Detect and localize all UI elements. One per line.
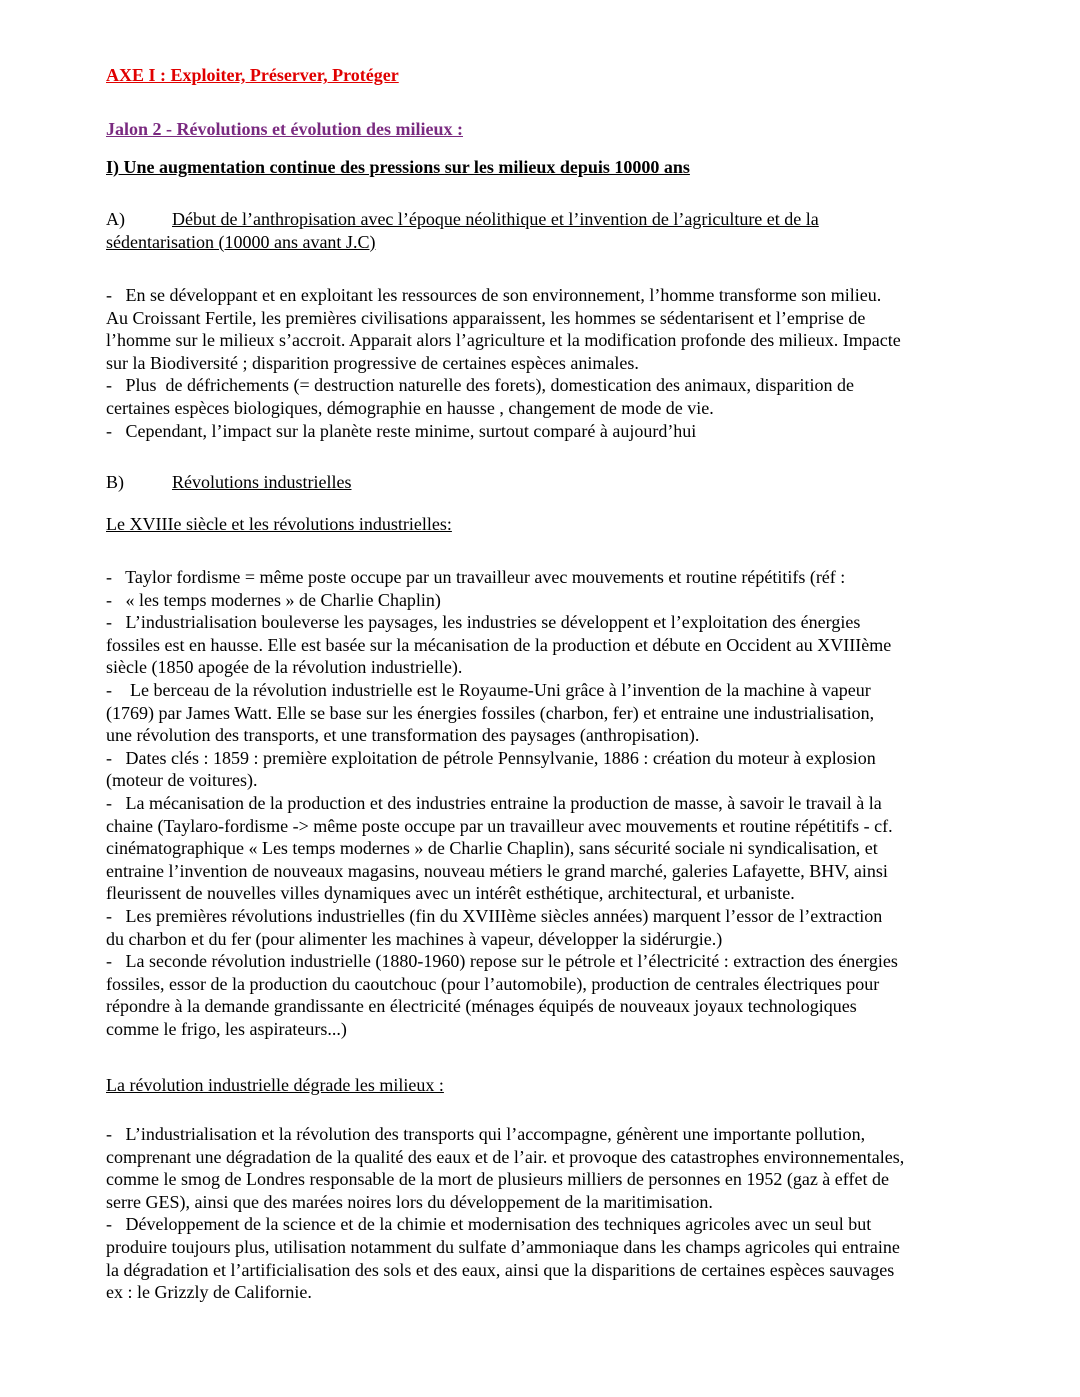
jalon-title: Jalon 2 - Révolutions et évolution des milieux : bbox=[106, 119, 464, 139]
section-b-heading bbox=[106, 471, 976, 494]
section-a-body bbox=[106, 284, 976, 442]
text-line: une révolution des transports, et une transformation des paysages (anthropisation). bbox=[106, 725, 700, 746]
text-line: - Taylor fordisme = même poste occupe par un travailleur avec mouvements et routine répétitifs (réf : bbox=[106, 567, 846, 587]
text-line: - La mécanisation de la production et des industries entraine la production de masse, à savoir le travail à la bbox=[106, 792, 882, 813]
section-b-letter: B) bbox=[106, 472, 124, 492]
text-line: produire toujours plus, utilisation notamment du sulfate d’ammoniaque dans les champs agricoles qui entraine bbox=[106, 1236, 900, 1257]
text-line: - Plus de défrichements (= destruction naturelle des forets), domestication des animaux, disparition de bbox=[106, 375, 854, 396]
text-line: - Les premières révolutions industrielles (fin du XVIIIème siècles années) marquent l’essor de l’extraction bbox=[106, 905, 883, 926]
text-line: fossiles, essor de la production du caoutchouc (pour l’automobile), production de centrales électriques pour bbox=[106, 973, 880, 994]
subsection-1-body bbox=[106, 566, 976, 1040]
text-line: comme le frigo, les aspirateurs...) bbox=[106, 1018, 347, 1039]
axe-title: AXE I : Exploiter, Préserver, Protéger bbox=[106, 65, 399, 85]
text-line: - Le berceau de la révolution industrielle est le Royaume-Uni grâce à l’invention de la machine à vapeur bbox=[106, 679, 871, 700]
text-line: (1769) par James Watt. Elle se base sur les énergies fossiles (charbon, fer) et entraine une industrialisation, bbox=[106, 702, 875, 723]
text-line: serre GES), ainsi que des marées noires lors du développement de la maritimisation. bbox=[106, 1191, 713, 1212]
text-line: - L’industrialisation et la révolution des transports qui l’accompagne, génèrent une importante pollution, bbox=[106, 1124, 866, 1144]
text-line: Au Croissant Fertile, les premières civilisations apparaissent, les hommes se sédentarisent et l’emprise de bbox=[106, 307, 866, 328]
text-line: - La seconde révolution industrielle (1880-1960) repose sur le pétrole et l’électricité : extraction des énergies bbox=[106, 951, 898, 972]
subsection-1-heading bbox=[106, 513, 976, 536]
text-line: sur la Biodiversité ; disparition progressive de certaines espèces animales. bbox=[106, 352, 639, 373]
section-a-heading bbox=[106, 208, 976, 253]
text-line: du charbon et du fer (pour alimenter les machines à vapeur, développer la sidérurgie.) bbox=[106, 928, 723, 949]
text-line: - « les temps modernes » de Charlie Chaplin) bbox=[106, 589, 441, 610]
text-line: - Dates clés : 1859 : première exploitation de pétrole Pennsylvanie, 1886 : création du moteur à explosion bbox=[106, 747, 876, 768]
subsection-2-title: La révolution industrielle dégrade les milieux : bbox=[106, 1075, 444, 1095]
text-line: siècle (1850 apogée de la révolution industrielle). bbox=[106, 657, 463, 678]
section-a-letter: A) bbox=[106, 209, 125, 229]
subsection-2-body bbox=[106, 1123, 976, 1304]
text-line: (moteur de voitures). bbox=[106, 770, 258, 791]
text-line: chaine (Taylaro-fordisme -> même poste occupe par un travailleur avec mouvements et routine répétitifs - cf. bbox=[106, 815, 893, 836]
text-line: - Développement de la science et de la chimie et modernisation des techniques agricoles avec un seul but bbox=[106, 1214, 872, 1235]
text-line: fleurissent de nouvelles villes dynamiques avec un intérêt esthétique, architectural, et urbaniste. bbox=[106, 883, 795, 904]
part-title: I) Une augmentation continue des pressions sur les milieux depuis 10000 ans bbox=[106, 157, 690, 177]
text-line: certaines espèces biologiques, démographie en hausse , changement de mode de vie. bbox=[106, 397, 714, 418]
section-b-title: Révolutions industrielles bbox=[172, 472, 352, 492]
text-line: - Cependant, l’impact sur la planète reste minime, surtout comparé à aujourd’hui bbox=[106, 420, 697, 441]
text-line: l’homme sur le milieux s’accroit. Apparait alors l’agriculture et la modification profonde des milieux. Impacte bbox=[106, 330, 901, 351]
section-a-title-line2: sédentarisation (10000 ans avant J.C) bbox=[106, 231, 376, 252]
text-line: - L’industrialisation bouleverse les paysages, les industries se développent et l’exploitation des énergies bbox=[106, 612, 861, 633]
subsection-2-heading bbox=[106, 1074, 976, 1097]
text-line: la dégradation et l’artificialisation des sols et des eaux, ainsi que la disparitions de certaines espèces sauvages bbox=[106, 1259, 895, 1280]
text-line: cinématographique « Les temps modernes » de Charlie Chaplin), sans sécurité sociale ni syndicalisation, et bbox=[106, 838, 878, 859]
text-line: comprenant une dégradation de la qualité des eaux et de l’air. et provoque des catastrophes environnementales, bbox=[106, 1146, 905, 1167]
text-line: comme le smog de Londres responsable de la mort de plusieurs milliers de personnes en 1952 (gaz à effet de bbox=[106, 1169, 889, 1190]
text-line: ex : le Grizzly de Californie. bbox=[106, 1282, 312, 1303]
subsection-1-title: Le XVIIIe siècle et les révolutions industrielles: bbox=[106, 514, 452, 534]
section-a-title-line1: Début de l’anthropisation avec l’époque néolithique et l’invention de l’agriculture et de la bbox=[172, 209, 819, 229]
text-line: - En se développant et en exploitant les ressources de son environnement, l’homme transforme son milieu. bbox=[106, 285, 882, 305]
text-line: entraine l’invention de nouveaux magasins, nouveau métiers le grand marché, galeries Lafayette, BHV, ainsi bbox=[106, 860, 888, 881]
text-line: fossiles est en hausse. Elle est basée sur la mécanisation de la production et débute en Occident au XVIIIème bbox=[106, 634, 892, 655]
text-line: répondre à la demande grandissante en électricité (ménages équipés de nouveaux joyaux technologiques bbox=[106, 996, 857, 1017]
